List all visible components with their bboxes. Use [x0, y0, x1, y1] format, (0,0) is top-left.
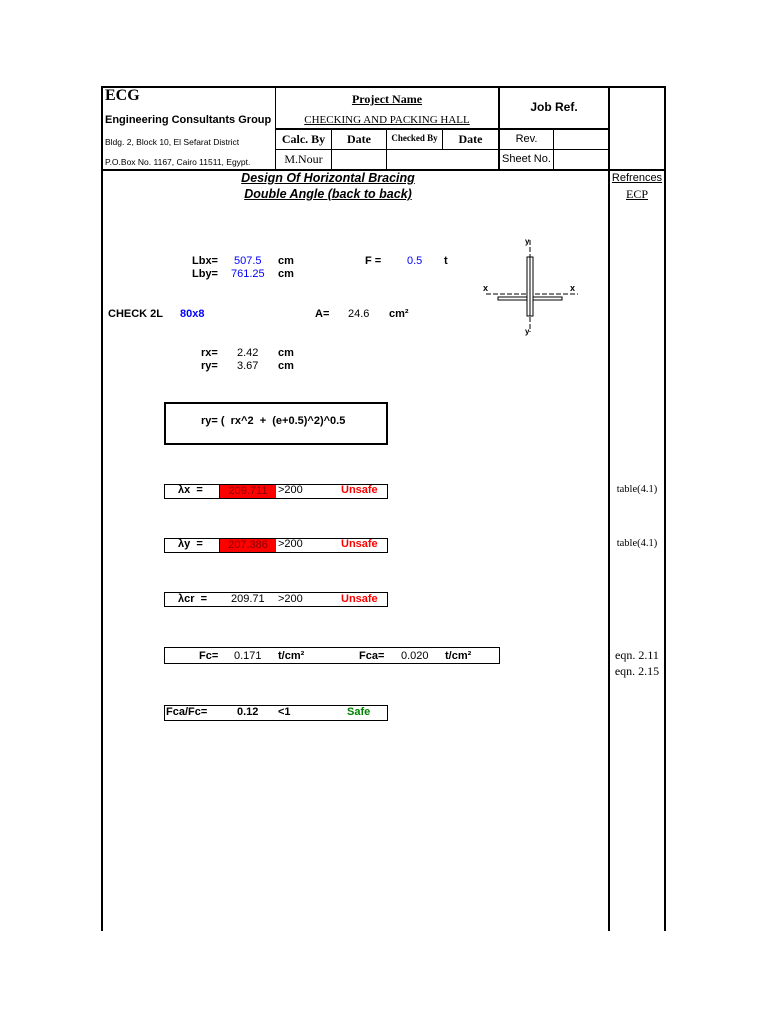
project-name: CHECKING AND PACKING HALL [304, 114, 470, 126]
lambda-cr-limit: >200 [278, 593, 303, 605]
lbx-unit: cm [278, 255, 294, 267]
ref-lambda-y: table(4.1) [616, 538, 658, 549]
axis-x-left: x [483, 283, 489, 293]
title-line1: Design Of Horizontal Bracing [241, 171, 415, 185]
ref-column-divider [608, 86, 610, 931]
references-label: Refrences [611, 172, 663, 184]
area-value: 24.6 [348, 308, 370, 320]
calc-by-value: M.Nour [284, 152, 323, 166]
area-label: A= [315, 308, 330, 320]
rx-value: 2.42 [237, 347, 259, 359]
double-angle-sketch [478, 236, 582, 336]
address-line1: Bldg. 2, Block 10, El Sefarat District [105, 137, 240, 147]
rev-label: Rev. [515, 133, 538, 145]
lambda-cr-label: λcr = [178, 593, 208, 605]
lambda-x-label: λx = [178, 484, 203, 496]
lbx-value: 507.5 [234, 255, 262, 267]
lambda-cr-status: Unsafe [341, 593, 378, 605]
lbx-label: Lbx= [192, 255, 218, 267]
lambda-y-label: λy = [178, 538, 203, 550]
section-size: 80x8 [180, 308, 205, 320]
lambda-x-status: Unsafe [341, 484, 378, 496]
fca-label: Fca= [359, 650, 385, 662]
f-unit: t [444, 255, 448, 267]
lambda-cr-value: 209.71 [231, 593, 265, 605]
ry-value: 3.67 [237, 360, 259, 372]
lambda-y-value: 207.386 [220, 539, 276, 552]
lambda-x-limit: >200 [278, 484, 303, 496]
ref-fc-eqn2: eqn. 2.15 [614, 664, 660, 678]
address-line2: P.O.Box No. 1167, Cairo 11511, Egypt. [105, 157, 251, 167]
lby-value: 761.25 [231, 268, 265, 280]
fc-unit: t/cm² [278, 650, 305, 662]
ry-unit: cm [278, 360, 294, 372]
job-ref-label: Job Ref. [530, 100, 578, 114]
fc-value: 0.171 [234, 650, 262, 662]
ratio-status: Safe [347, 706, 371, 718]
f-label: F = [365, 255, 382, 267]
header-col-rev [553, 129, 554, 170]
f-value: 0.5 [407, 255, 423, 267]
axis-y-top: y [525, 237, 530, 246]
rx-label: rx= [201, 347, 218, 359]
axis-x-right: x [570, 283, 576, 293]
frame-right [664, 86, 666, 931]
lambda-y-limit: >200 [278, 538, 303, 550]
date2-label: Date [458, 132, 483, 146]
title-line2: Double Angle (back to back) [244, 187, 412, 201]
project-name-label: Project Name [351, 92, 423, 106]
fca-unit: t/cm² [445, 650, 472, 662]
ry-label: ry= [201, 360, 218, 372]
ref-fc-eqn1: eqn. 2.11 [615, 648, 659, 662]
company-name: Engineering Consultants Group [105, 114, 272, 126]
ratio-limit: <1 [278, 706, 291, 718]
references-code: ECP [625, 187, 648, 201]
lambda-y-status: Unsafe [341, 538, 378, 550]
area-unit: cm² [389, 308, 409, 320]
company-short: ECG [105, 87, 140, 104]
sheet-no-label: Sheet No. [502, 153, 551, 165]
frame-left [101, 86, 103, 931]
formula-text: ry= ( rx^2 + (e+0.5)^2)^0.5 [201, 415, 346, 427]
ratio-label: Fca/Fc= [166, 706, 208, 718]
axis-y-bottom: y [525, 327, 530, 336]
ratio-value: 0.12 [237, 706, 259, 718]
lambda-x-value: 209.711 [220, 485, 276, 498]
fca-value: 0.020 [401, 650, 429, 662]
date-label: Date [347, 132, 371, 146]
calc-by-label: Calc. By [281, 132, 326, 146]
check-label: CHECK 2L [108, 308, 164, 320]
fc-label: Fc= [199, 650, 219, 662]
ref-lambda-x: table(4.1) [616, 484, 658, 495]
rx-unit: cm [278, 347, 294, 359]
frame-top [101, 86, 666, 88]
lby-unit: cm [278, 268, 294, 280]
checked-by-label: Checked By [391, 133, 438, 143]
lby-label: Lby= [192, 268, 218, 280]
